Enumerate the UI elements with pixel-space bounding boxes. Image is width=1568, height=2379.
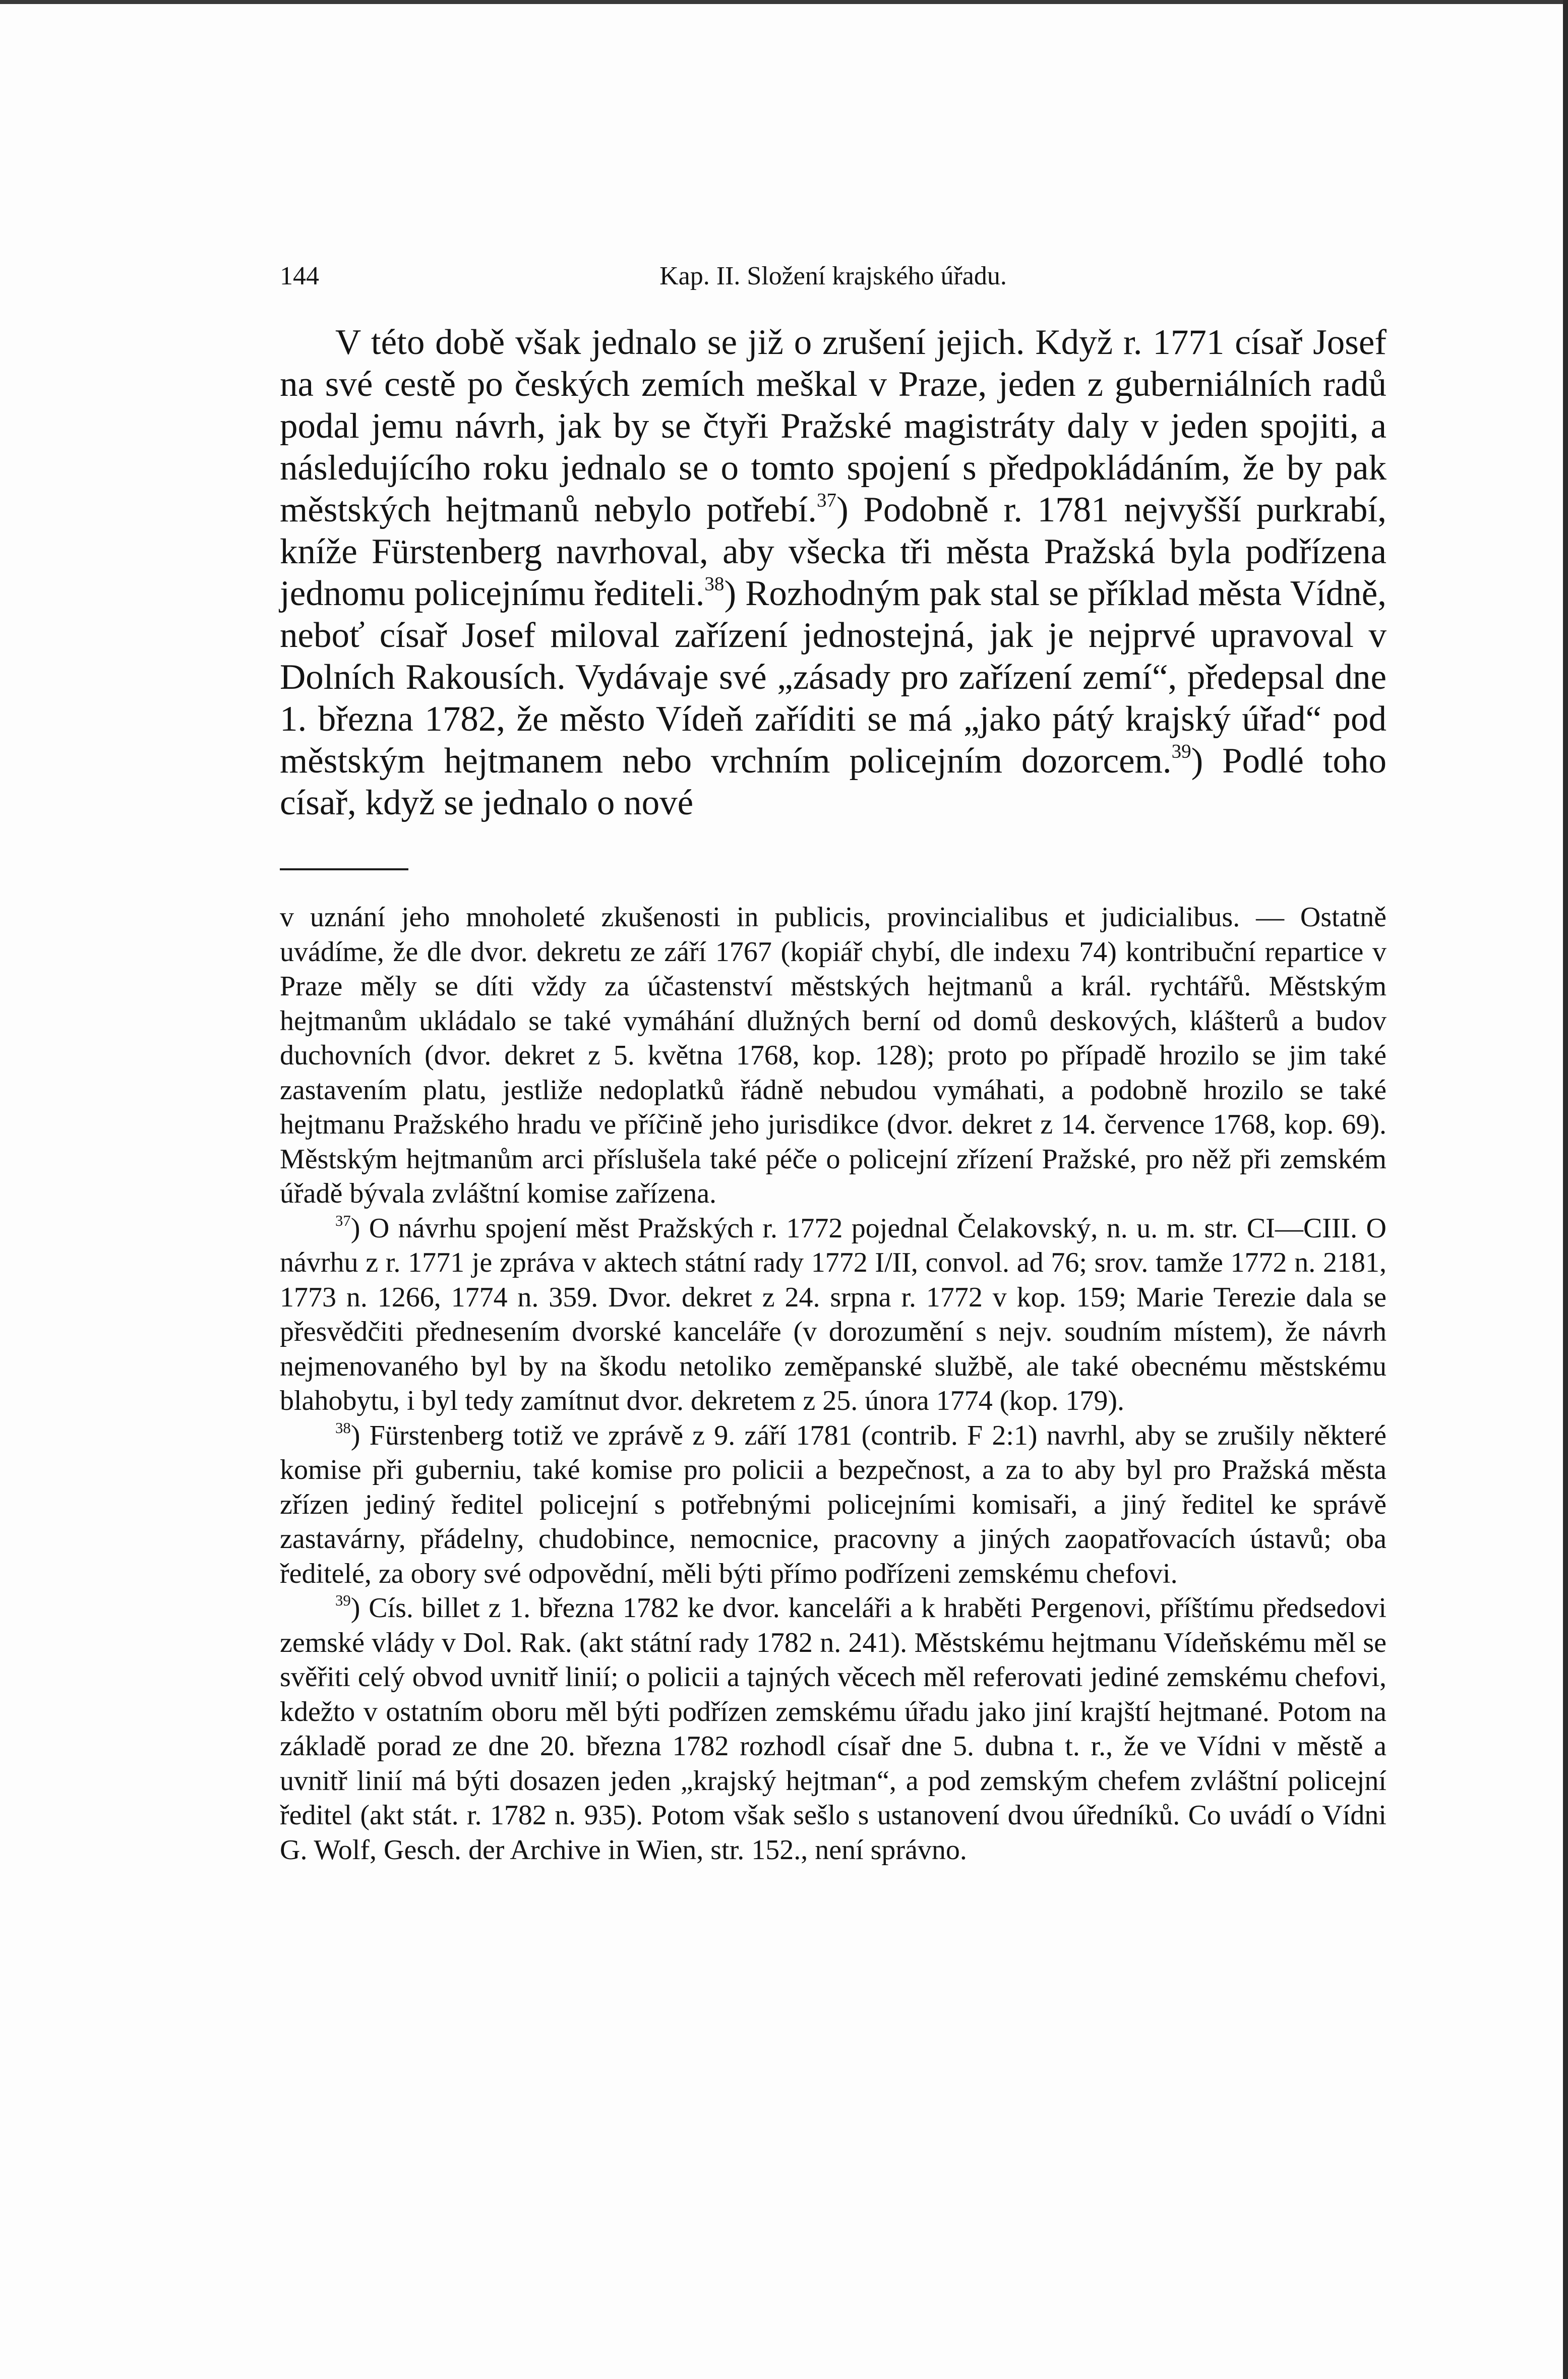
page-header — [280, 261, 1386, 291]
body-text: V této době však jednalo se již o zrušení jejich. Když r. 1771 císař Josef na své cestě po českých zemích meškal v Praze, jeden z guberniálních radů podal jemu návrh, jak by se čtyři Pražské magistráty daly v jeden spojiti, a následujícího roku jednalo se o tomto spojení s předpokládáním, že by pak městských hejtmanů nebylo potřebí. — [280, 323, 1386, 529]
footnote-ref-37[interactable]: 37 — [817, 489, 837, 511]
body-text: ) Rozhodným pak stal se příklad města Vídně, neboť císař Josef miloval zařízení jednostejná, jak je nejprvé upravoval v Dolních Rakousích. Vydávaje své „zásady pro zařízení zemí“, předepsal dne 1. března 1782, že město Vídeň zaříditi se má „jako pátý krajský úřad“ pod městským hejtmanem nebo vrchním policejním dozorcem. — [280, 574, 1386, 781]
footnote-ref-39[interactable]: 39 — [1171, 740, 1191, 762]
main-text — [280, 322, 1386, 824]
footnote-text: ) Fürstenberg totiž ve zprávě z 9. září 1781 (contrib. F 2:1) navrhl, aby se zrušily některé komise při guberniu, také komise pro policii a bezpečnost, a za to aby byl pro Pražská města zřízen jediný ředitel policejní s potřebnými policejními komisaři, a jiný ředitel ke správě zastavárny, přádelny, chudobince, nemocnice, pracovny a jiných zaopatřovacích ústavů; oba ředitelé, za obory své odpovědní, měli býti přímo podřízeni zemskému chefovi. — [280, 1419, 1386, 1589]
footnote-39 — [280, 1591, 1386, 1867]
footnote-38 — [280, 1418, 1386, 1591]
footnote-37 — [280, 1211, 1386, 1418]
footnote-ref-38[interactable]: 38 — [704, 573, 725, 595]
body-text: ) Podobně r. 1781 nejvyšší purkrabí, kníže Fürstenberg navrhoval, aby všecka tři města Pražská byla podřízena jednomu policejnímu řediteli. — [280, 490, 1387, 613]
running-head: Kap. II. Složení krajského úřadu. — [659, 262, 1007, 290]
footnote-marker: 39 — [335, 1591, 351, 1609]
footnote-marker: 37 — [335, 1212, 351, 1229]
scan-border-top — [0, 0, 1568, 4]
footnote-text: ) O návrhu spojení měst Pražských r. 1772 pojednal Čelakovský, n. u. m. str. CI—CIII. O návrhu z r. 1771 je zpráva v aktech státní rady 1772 I/II, convol. ad 76; srov. tamže 1772 n. 2181, 1773 n. 1266, 1774 n. 359. Dvor. dekret z 24. srpna r. 1772 v kop. 159; Marie Terezie dala se přesvědčiti přednesením dvorské kanceláře (v dorozumění s nejv. soudním místem), že návrh nejmenovaného byl by na škodu netoliko zeměpanské službě, ale také obecnému městskému blahobytu, i byl tedy zamítnut dvor. dekretem z 25. února 1774 (kop. 179). — [280, 1212, 1386, 1416]
footnote-marker: 38 — [335, 1419, 351, 1437]
footnote-text: ) Cís. billet z 1. března 1782 ke dvor. kanceláři a k hraběti Pergenovi, příštímu předsedovi zemské vlády v Dol. Rak. (akt státní rady 1782 n. 241). Městskému hejtmanu Vídeňskému měl se svěřiti celý obvod uvnitř linií; o policii a tajných věcech měl referovati jediné zemskému chefovi, kdežto v ostatním oboru měl býti podřízen zemskému úřadu jako jiní krajští hejtmané. Potom na základě porad ze dne 20. března 1782 rozhodl císař dne 5. dubna t. r., že ve Vídni v městě a uvnitř linií má býti dosazen jeden „krajský hejtman“, a pod zemským chefem zvláštní policejní ředitel (akt stát. r. 1782 n. 935). Potom však sešlo s ustanovení dvou úředníků. Co uvádí o Vídni G. Wolf, Gesch. der Archive in Wien, str. 152., není správno. — [280, 1592, 1386, 1866]
body-text: ) Podlé toho císař, když se jednalo o nové — [280, 741, 1386, 822]
footnotes — [280, 900, 1386, 1867]
page-number: 144 — [280, 262, 319, 290]
scan-border-right — [1563, 0, 1568, 2379]
footnote-separator — [280, 868, 408, 870]
body-paragraph — [280, 322, 1386, 824]
footnote-continuation: v uznání jeho mnoholeté zkušenosti in publicis, provincialibus et judicialibus. — Ostatně uvádíme, že dle dvor. dekretu ze září 1767 (kopiář chybí, dle indexu 74) kontribuční repartice v Praze měly se díti vždy za účastenství městských hejtmanů a král. rychtářů. Městským hejtmanům ukládalo se také vymáhání dlužných berní od domů deskových, klášterů a budov duchovních (dvor. dekret z 5. května 1768, kop. 128); proto po případě hrozilo se jim také zastavením platu, jestliže nedoplatků řádně nebudou vymáhati, a podobně hrozilo se také hejtmanu Pražského hradu ve příčině jeho jurisdikce (dvor. dekret z 14. července 1768, kop. 69). Městským hejtmanům arci příslušela také péče o policejní zřízení Pražské, pro něž při zemském úřadě bývala zvláštní komise zařízena. — [280, 902, 1386, 1209]
